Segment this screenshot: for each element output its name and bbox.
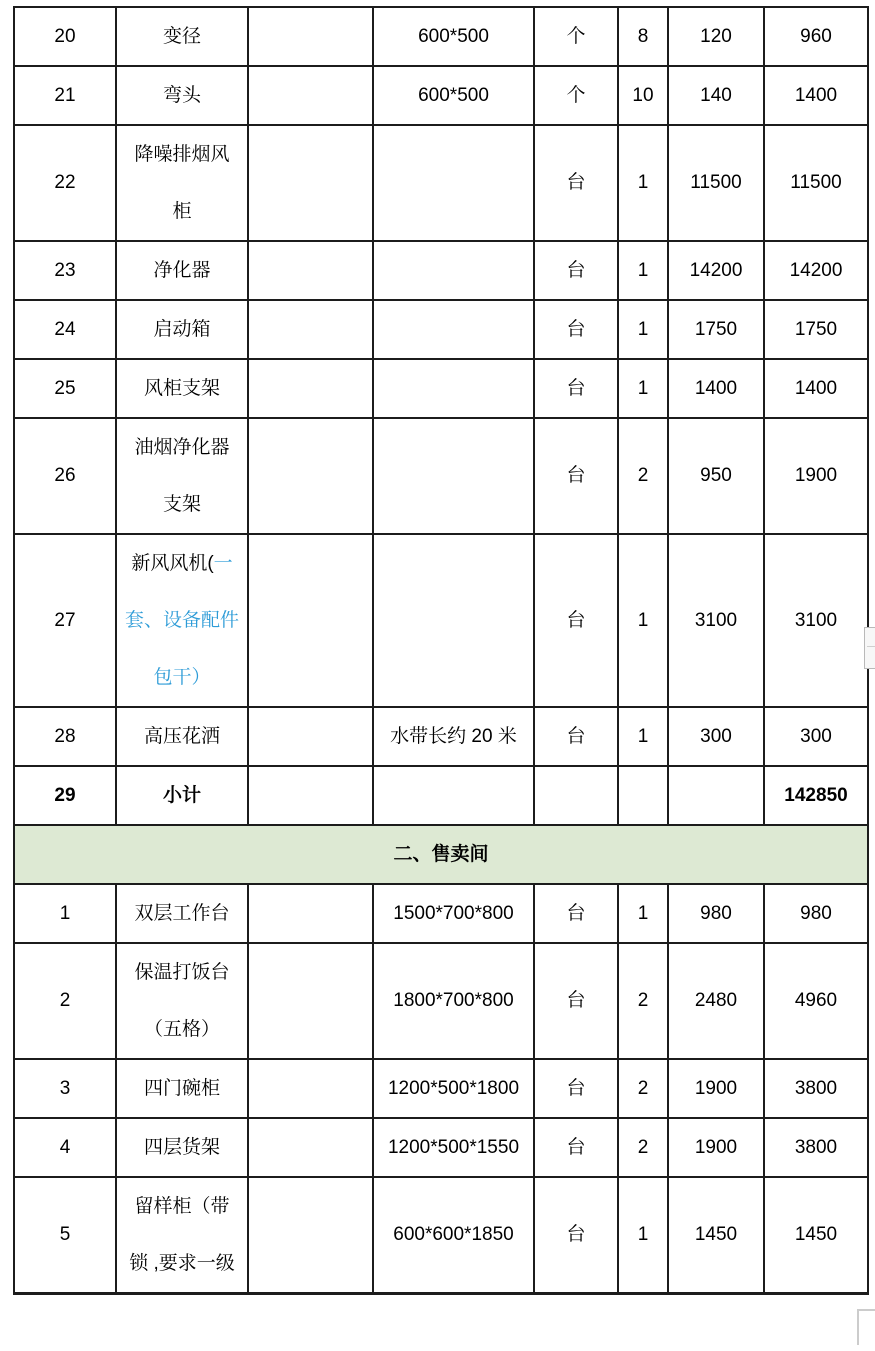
cell-photo-empty [248, 884, 373, 943]
cell-item-number: 26 [14, 418, 116, 534]
cell-total-price: 11500 [764, 125, 868, 241]
cell-unit: 台 [534, 1177, 618, 1294]
cell-quantity: 2 [618, 418, 668, 534]
cell-unit: 个 [534, 66, 618, 125]
cell-photo-empty [248, 7, 373, 66]
cell-photo-empty [248, 707, 373, 766]
table-row [14, 534, 868, 707]
cell-item-name: 弯头 [116, 66, 248, 125]
cell-unit-price: 11500 [668, 125, 764, 241]
cell-item-number: 1 [14, 884, 116, 943]
cell-total-price: 1400 [764, 359, 868, 418]
cell-total-price: 1450 [764, 1177, 868, 1294]
cell-item-number: 4 [14, 1118, 116, 1177]
cell-unit-price: 14200 [668, 241, 764, 300]
table-row [14, 766, 868, 825]
cell-photo-empty [248, 125, 373, 241]
cell-spec: 600*500 [373, 66, 534, 125]
table-row [14, 300, 868, 359]
cell-quantity: 8 [618, 7, 668, 66]
cell-spec: 1200*500*1550 [373, 1118, 534, 1177]
cell-item-name: 保温打饭台 （五格） [116, 943, 248, 1059]
cell-item-name: 风柜支架 [116, 359, 248, 418]
cell-photo-empty [248, 241, 373, 300]
section-header-row [14, 825, 868, 884]
cell-photo-empty [248, 418, 373, 534]
cell-unit: 台 [534, 125, 618, 241]
scrollbar-thumb[interactable] [864, 627, 875, 669]
cell-quantity: 2 [618, 943, 668, 1059]
cell-photo-empty [248, 534, 373, 707]
cell-unit-price: 1450 [668, 1177, 764, 1294]
cell-spec [373, 766, 534, 825]
cell-unit-price: 1900 [668, 1118, 764, 1177]
cell-quantity: 1 [618, 300, 668, 359]
cell-total-price: 142850 [764, 766, 868, 825]
cell-spec [373, 418, 534, 534]
cell-item-number: 3 [14, 1059, 116, 1118]
cell-item-name: 高压花洒 [116, 707, 248, 766]
cell-item-number: 27 [14, 534, 116, 707]
cell-spec: 1200*500*1800 [373, 1059, 534, 1118]
cell-item-name: 双层工作台 [116, 884, 248, 943]
cell-quantity: 1 [618, 1177, 668, 1294]
cell-spec: 600*600*1850 [373, 1177, 534, 1294]
cell-item-number: 24 [14, 300, 116, 359]
table-row [14, 1059, 868, 1118]
table-row [14, 1118, 868, 1177]
cell-unit-price: 950 [668, 418, 764, 534]
cell-quantity: 1 [618, 241, 668, 300]
cell-item-name: 小计 [116, 766, 248, 825]
table-row [14, 66, 868, 125]
cell-unit: 个 [534, 7, 618, 66]
cell-total-price: 3800 [764, 1059, 868, 1118]
cell-total-price: 4960 [764, 943, 868, 1059]
cell-item-number: 23 [14, 241, 116, 300]
cell-unit-price: 1750 [668, 300, 764, 359]
cell-photo-empty [248, 66, 373, 125]
cell-unit: 台 [534, 1059, 618, 1118]
cell-quantity: 1 [618, 125, 668, 241]
cell-total-price: 980 [764, 884, 868, 943]
cell-quantity: 10 [618, 66, 668, 125]
cell-unit-price: 1400 [668, 359, 764, 418]
cell-total-price: 300 [764, 707, 868, 766]
cell-total-price: 14200 [764, 241, 868, 300]
table-row [14, 359, 868, 418]
cell-photo-empty [248, 766, 373, 825]
cell-unit: 台 [534, 534, 618, 707]
section-title: 二、售卖间 [14, 825, 868, 884]
cell-unit: 台 [534, 884, 618, 943]
cell-unit-price: 300 [668, 707, 764, 766]
cell-photo-empty [248, 359, 373, 418]
cell-spec: 水带长约 20 米 [373, 707, 534, 766]
cell-item-number: 5 [14, 1177, 116, 1294]
cell-item-number: 29 [14, 766, 116, 825]
table-row [14, 418, 868, 534]
cell-total-price: 1400 [764, 66, 868, 125]
table-row [14, 884, 868, 943]
cell-unit: 台 [534, 359, 618, 418]
table-row [14, 707, 868, 766]
cell-unit-price [668, 766, 764, 825]
cell-spec [373, 534, 534, 707]
cell-photo-empty [248, 1118, 373, 1177]
cell-photo-empty [248, 1059, 373, 1118]
cell-unit-price: 980 [668, 884, 764, 943]
cell-spec: 1500*700*800 [373, 884, 534, 943]
cell-item-number: 28 [14, 707, 116, 766]
cell-total-price: 1750 [764, 300, 868, 359]
cell-unit: 台 [534, 943, 618, 1059]
cell-quantity: 1 [618, 884, 668, 943]
cell-unit: 台 [534, 300, 618, 359]
cell-item-number: 2 [14, 943, 116, 1059]
quotation-table [13, 6, 869, 1295]
cell-spec: 1800*700*800 [373, 943, 534, 1059]
cell-unit-price: 2480 [668, 943, 764, 1059]
cell-spec [373, 300, 534, 359]
cell-item-number: 20 [14, 7, 116, 66]
cell-quantity: 1 [618, 359, 668, 418]
cell-item-number: 21 [14, 66, 116, 125]
cell-item-name: 四门碗柜 [116, 1059, 248, 1118]
cell-item-name: 留样柜（带 锁 ,要求一级 [116, 1177, 248, 1294]
cell-total-price: 960 [764, 7, 868, 66]
cell-item-name: 变径 [116, 7, 248, 66]
table-row [14, 241, 868, 300]
cell-total-price: 1900 [764, 418, 868, 534]
cell-quantity [618, 766, 668, 825]
table-row [14, 7, 868, 66]
cell-unit-price: 3100 [668, 534, 764, 707]
cell-item-name: 新风风机(一 套、设备配件 包干） [116, 534, 248, 707]
cell-item-name: 油烟净化器 支架 [116, 418, 248, 534]
cell-spec: 600*500 [373, 7, 534, 66]
cell-photo-empty [248, 943, 373, 1059]
cell-photo-empty [248, 1177, 373, 1294]
cell-spec [373, 125, 534, 241]
cell-unit-price: 140 [668, 66, 764, 125]
cell-item-name: 四层货架 [116, 1118, 248, 1177]
cell-spec [373, 241, 534, 300]
cell-quantity: 1 [618, 707, 668, 766]
cell-unit-price: 120 [668, 7, 764, 66]
cell-unit: 台 [534, 707, 618, 766]
cell-total-price: 3100 [764, 534, 868, 707]
cell-item-number: 22 [14, 125, 116, 241]
cell-unit: 台 [534, 1118, 618, 1177]
cell-item-number: 25 [14, 359, 116, 418]
table-row [14, 125, 868, 241]
next-page-corner [857, 1309, 875, 1345]
cell-unit [534, 766, 618, 825]
cell-quantity: 2 [618, 1118, 668, 1177]
cell-total-price: 3800 [764, 1118, 868, 1177]
cell-unit-price: 1900 [668, 1059, 764, 1118]
table-row [14, 1177, 868, 1294]
cell-quantity: 1 [618, 534, 668, 707]
cell-item-name: 启动箱 [116, 300, 248, 359]
table-row [14, 943, 868, 1059]
cell-quantity: 2 [618, 1059, 668, 1118]
cell-photo-empty [248, 300, 373, 359]
cell-item-name: 降噪排烟风 柜 [116, 125, 248, 241]
cell-item-name: 净化器 [116, 241, 248, 300]
cell-unit: 台 [534, 241, 618, 300]
cell-unit: 台 [534, 418, 618, 534]
cell-spec [373, 359, 534, 418]
